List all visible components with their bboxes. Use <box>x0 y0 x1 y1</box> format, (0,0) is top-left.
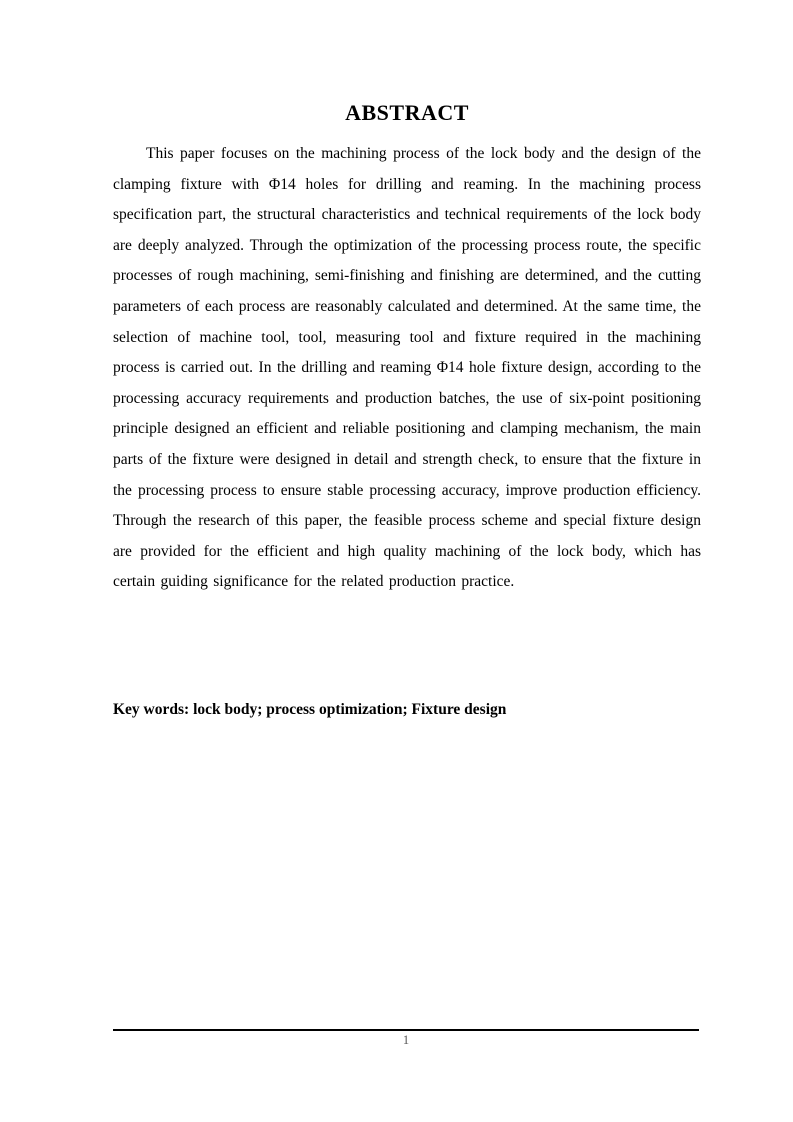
footer-divider <box>113 1029 699 1031</box>
abstract-title: ABSTRACT <box>345 100 469 125</box>
page-number: 1 <box>402 1033 410 1047</box>
abstract-paragraph: This paper focuses on the machining process of the lock body and the design of the clamping fixture with Φ14 holes for drilling and reaming. In the machining process specification part, the structural characteristics and technical requirements of the lock body are deeply analyzed. Through the optimization of the processing process route, the specific processes of rough machining, semi-finishing and finishing are determined, and the cutting parameters of each process are reasonably calculated and determined. At the same time, the selection of machine tool, tool, measuring tool and fixture required in the machining process is carried out. In the drilling and reaming Φ14 hole fixture design, according to the processing accuracy requirements and production batches, the use of six-point positioning principle designed an efficient and reliable positioning and clamping mechanism, the main parts of the fixture were designed in detail and strength check, to ensure that the fixture in the processing process to ensure stable processing accuracy, improve production efficiency. Through the research of this paper, the feasible process scheme and special fixture design are provided for the efficient and high quality machining of the lock body, which has certain guiding significance for the related production practice. <box>113 145 701 591</box>
keywords-line: Key words: lock body; process optimization; Fixture design <box>113 701 507 718</box>
